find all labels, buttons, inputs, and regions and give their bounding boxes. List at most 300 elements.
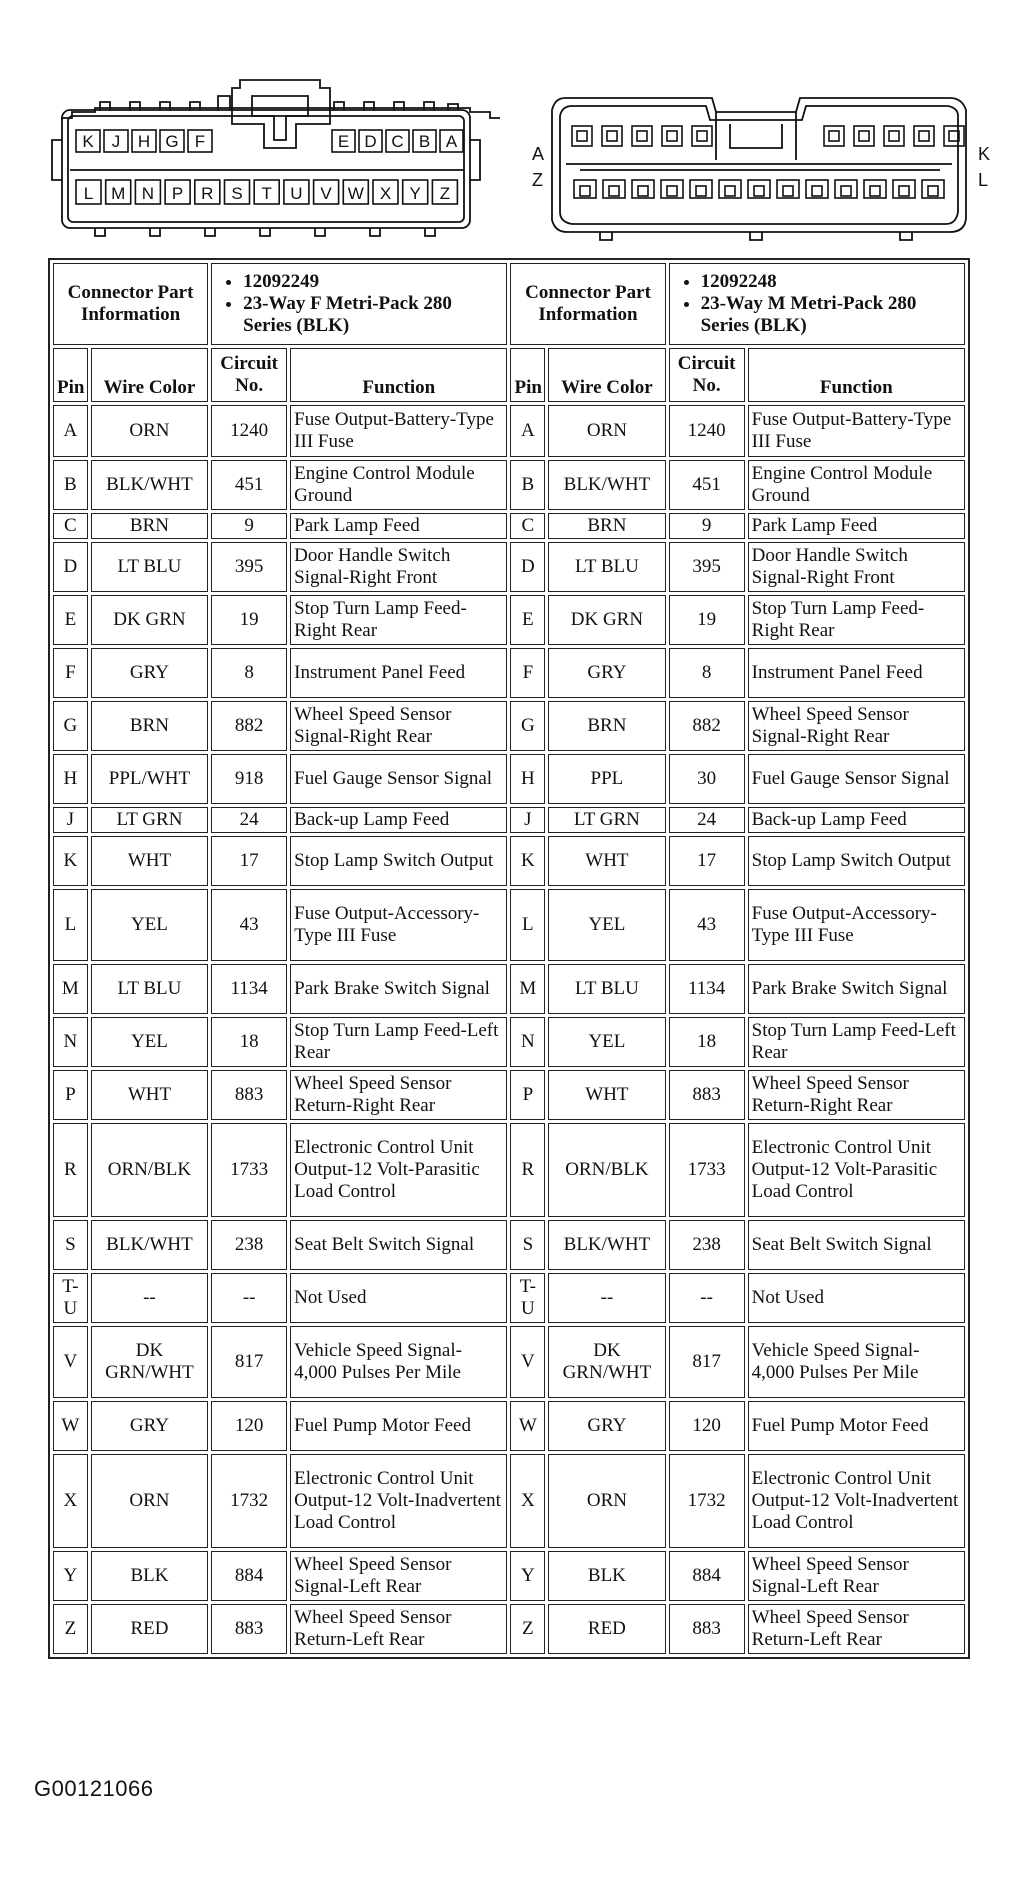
female-pin-box xyxy=(76,130,100,152)
circuit-cell: 1134 xyxy=(211,964,287,1014)
wire-color-cell: WHT xyxy=(548,836,665,886)
wire-color-cell: LT GRN xyxy=(548,807,665,833)
figure-code: G00121066 xyxy=(34,1776,154,1801)
pin-cell: P xyxy=(510,1070,545,1120)
wire-color-cell: ORN xyxy=(548,405,665,457)
male-connector-diagram xyxy=(500,0,1013,250)
table-row xyxy=(53,460,965,510)
male-terminal xyxy=(914,126,934,146)
pin-cell: E xyxy=(510,595,545,645)
female-pin-box-label: B xyxy=(418,132,431,151)
wire-color-cell: BLK/WHT xyxy=(91,460,208,510)
part-number-right: • 12092248 xyxy=(701,271,961,293)
female-pin-box xyxy=(76,180,101,204)
function-cell: Park Lamp Feed xyxy=(290,513,507,539)
function-cell: Electronic Control Unit Output-12 Volt-Parasitic Load Control xyxy=(748,1123,965,1217)
wire-color-cell: BRN xyxy=(91,513,208,539)
circuit-cell: -- xyxy=(211,1273,287,1323)
male-terminal xyxy=(572,126,592,146)
female-pin-box xyxy=(432,180,457,204)
pin-cell: V xyxy=(510,1326,545,1398)
function-cell: Wheel Speed Sensor Signal-Right Rear xyxy=(290,701,507,751)
circuit-cell: 1134 xyxy=(669,964,745,1014)
male-side-label-z: Z xyxy=(532,170,543,190)
function-cell: Wheel Speed Sensor Return-Left Rear xyxy=(290,1604,507,1654)
function-cell: Wheel Speed Sensor Signal-Left Rear xyxy=(290,1551,507,1601)
female-pin-box xyxy=(440,130,463,152)
pin-cell: H xyxy=(510,754,545,804)
circuit-cell: 395 xyxy=(669,542,745,592)
table-row xyxy=(53,754,965,804)
male-terminal xyxy=(884,126,904,146)
function-cell: Vehicle Speed Signal-4,000 Pulses Per Mile xyxy=(748,1326,965,1398)
pin-cell: G xyxy=(53,701,88,751)
male-terminal-pin xyxy=(667,186,677,196)
function-cell: Fuel Gauge Sensor Signal xyxy=(290,754,507,804)
pin-cell: D xyxy=(53,542,88,592)
connector-diagrams xyxy=(0,0,1013,255)
female-pin-box xyxy=(254,180,279,204)
wire-color-cell: WHT xyxy=(91,836,208,886)
function-cell: Not Used xyxy=(748,1273,965,1323)
circuit-cell: 120 xyxy=(669,1401,745,1451)
female-pin-box-label: W xyxy=(347,184,364,203)
male-terminal-pin xyxy=(919,131,929,141)
circuit-cell: 395 xyxy=(211,542,287,592)
circuit-cell: 884 xyxy=(211,1551,287,1601)
circuit-cell: 18 xyxy=(669,1017,745,1067)
female-pin-box xyxy=(413,130,436,152)
table-row xyxy=(53,1070,965,1120)
circuit-cell: 883 xyxy=(669,1070,745,1120)
wire-color-cell: DK GRN/WHT xyxy=(548,1326,665,1398)
female-pin-box-label: V xyxy=(320,184,332,203)
pin-cell: J xyxy=(510,807,545,833)
female-pin-box xyxy=(132,130,156,152)
pin-cell: X xyxy=(53,1454,88,1548)
function-cell: Wheel Speed Sensor Signal-Right Rear xyxy=(748,701,965,751)
function-cell: Vehicle Speed Signal-4,000 Pulses Per Mile xyxy=(290,1326,507,1398)
function-cell: Fuel Pump Motor Feed xyxy=(290,1401,507,1451)
female-bottom-row-pins xyxy=(76,180,457,204)
pin-cell: B xyxy=(53,460,88,510)
wire-color-cell: GRY xyxy=(91,648,208,698)
female-pin-box xyxy=(314,180,339,204)
female-pin-box xyxy=(332,130,355,152)
function-cell: Back-up Lamp Feed xyxy=(290,807,507,833)
circuit-cell: 1733 xyxy=(211,1123,287,1217)
wire-color-cell: BLK/WHT xyxy=(548,1220,665,1270)
function-cell: Wheel Speed Sensor Return-Right Rear xyxy=(290,1070,507,1120)
col-header-function: Function xyxy=(748,348,965,402)
female-pin-box-label: X xyxy=(379,184,392,203)
wire-color-cell: YEL xyxy=(548,1017,665,1067)
table-row xyxy=(53,1551,965,1601)
female-pin-box xyxy=(386,130,409,152)
circuit-cell: 817 xyxy=(211,1326,287,1398)
pin-cell: T-U xyxy=(510,1273,545,1323)
wire-color-cell: BLK/WHT xyxy=(548,460,665,510)
circuit-cell: 9 xyxy=(669,513,745,539)
female-pin-box-label: H xyxy=(137,132,151,151)
male-terminal-pin xyxy=(607,131,617,141)
female-pin-box xyxy=(225,180,250,204)
female-pin-box-label: P xyxy=(171,184,184,203)
pin-cell: E xyxy=(53,595,88,645)
col-header-pin: Pin xyxy=(53,348,88,402)
circuit-cell: 882 xyxy=(669,701,745,751)
function-cell: Engine Control Module Ground xyxy=(290,460,507,510)
col-header-wire-color: Wire Color xyxy=(91,348,208,402)
circuit-cell: 18 xyxy=(211,1017,287,1067)
wire-color-cell: DK GRN xyxy=(548,595,665,645)
pin-cell: L xyxy=(510,889,545,961)
male-terminal-pin xyxy=(638,186,648,196)
male-terminal-pin xyxy=(829,131,839,141)
circuit-cell: 883 xyxy=(211,1604,287,1654)
table-row xyxy=(53,1401,965,1451)
pin-cell: K xyxy=(53,836,88,886)
part-number-left: • 12092249 xyxy=(243,271,503,293)
pin-cell: N xyxy=(510,1017,545,1067)
col-header-wire-color: Wire Color xyxy=(548,348,665,402)
wire-color-cell: PPL/WHT xyxy=(91,754,208,804)
function-cell: Park Lamp Feed xyxy=(748,513,965,539)
male-terminal xyxy=(854,126,874,146)
wire-color-cell: ORN xyxy=(91,1454,208,1548)
pin-cell: S xyxy=(53,1220,88,1270)
male-terminal-pin xyxy=(928,186,938,196)
male-terminal-pin xyxy=(812,186,822,196)
pin-cell: Z xyxy=(53,1604,88,1654)
wire-color-cell: RED xyxy=(91,1604,208,1654)
male-side-label-k: K xyxy=(978,144,991,164)
table-row xyxy=(53,1017,965,1067)
female-pin-box-label: F xyxy=(194,132,206,151)
male-terminal-pin xyxy=(889,131,899,141)
wire-color-cell: GRY xyxy=(91,1401,208,1451)
pin-cell: M xyxy=(510,964,545,1014)
table-row xyxy=(53,1454,965,1548)
wire-color-cell: YEL xyxy=(91,1017,208,1067)
part-info-row xyxy=(53,263,965,345)
pin-cell: M xyxy=(53,964,88,1014)
function-cell: Door Handle Switch Signal-Right Front xyxy=(748,542,965,592)
pin-cell: B xyxy=(510,460,545,510)
wire-color-cell: ORN xyxy=(91,405,208,457)
circuit-cell: 43 xyxy=(211,889,287,961)
male-terminal-pin xyxy=(841,186,851,196)
circuit-cell: 17 xyxy=(669,836,745,886)
table-row xyxy=(53,648,965,698)
function-cell: Electronic Control Unit Output-12 Volt-Parasitic Load Control xyxy=(290,1123,507,1217)
connector-pinout-table-wrapper xyxy=(48,258,970,1659)
circuit-cell: 883 xyxy=(669,1604,745,1654)
function-cell: Instrument Panel Feed xyxy=(748,648,965,698)
female-pin-box-label: E xyxy=(337,132,350,151)
table-row xyxy=(53,1273,965,1323)
function-cell: Seat Belt Switch Signal xyxy=(290,1220,507,1270)
function-cell: Door Handle Switch Signal-Right Front xyxy=(290,542,507,592)
wire-color-cell: ORN xyxy=(548,1454,665,1548)
female-top-row-right-pins xyxy=(332,130,463,152)
pin-cell: A xyxy=(510,405,545,457)
table-row xyxy=(53,405,965,457)
male-terminal-pin xyxy=(870,186,880,196)
table-row xyxy=(53,1604,965,1654)
circuit-cell: 1732 xyxy=(669,1454,745,1548)
wire-color-cell: YEL xyxy=(548,889,665,961)
female-pin-box-label: R xyxy=(201,184,214,203)
pin-cell: A xyxy=(53,405,88,457)
function-cell: Stop Turn Lamp Feed-Left Rear xyxy=(290,1017,507,1067)
circuit-cell: 30 xyxy=(669,754,745,804)
female-pin-box-label: N xyxy=(141,184,155,203)
wire-color-cell: LT BLU xyxy=(548,542,665,592)
male-terminal-pin xyxy=(899,186,909,196)
male-bottom-row-terminals xyxy=(574,180,944,198)
pin-cell: R xyxy=(510,1123,545,1217)
female-pin-box-label: L xyxy=(83,184,94,203)
pin-cell: C xyxy=(510,513,545,539)
function-cell: Park Brake Switch Signal xyxy=(290,964,507,1014)
wire-color-cell: ORN/BLK xyxy=(548,1123,665,1217)
function-cell: Fuse Output-Battery-Type III Fuse xyxy=(290,405,507,457)
circuit-cell: 451 xyxy=(669,460,745,510)
function-cell: Wheel Speed Sensor Return-Left Rear xyxy=(748,1604,965,1654)
wire-color-cell: GRY xyxy=(548,1401,665,1451)
circuit-cell: 1240 xyxy=(211,405,287,457)
circuit-cell: 918 xyxy=(211,754,287,804)
pin-cell: L xyxy=(53,889,88,961)
female-pin-box-label: M xyxy=(111,184,126,203)
pin-cell: R xyxy=(53,1123,88,1217)
pin-cell: F xyxy=(53,648,88,698)
table-row xyxy=(53,513,965,539)
male-terminal xyxy=(602,126,622,146)
function-cell: Engine Control Module Ground xyxy=(748,460,965,510)
pin-cell: X xyxy=(510,1454,545,1548)
circuit-cell: 19 xyxy=(211,595,287,645)
female-pin-box-label: U xyxy=(290,184,303,203)
wire-color-cell: WHT xyxy=(548,1070,665,1120)
female-pin-box-label: Z xyxy=(439,184,451,203)
male-terminal-pin xyxy=(783,186,793,196)
wire-color-cell: BLK xyxy=(548,1551,665,1601)
connector-part-info-label-right: Connector Part Information xyxy=(510,263,665,345)
pin-cell: V xyxy=(53,1326,88,1398)
male-terminal-pin xyxy=(609,186,619,196)
function-cell: Fuse Output-Accessory-Type III Fuse xyxy=(748,889,965,961)
pin-cell: Y xyxy=(53,1551,88,1601)
pin-cell: J xyxy=(53,807,88,833)
pin-cell: F xyxy=(510,648,545,698)
table-row xyxy=(53,701,965,751)
pin-cell: W xyxy=(53,1401,88,1451)
wire-color-cell: LT GRN xyxy=(91,807,208,833)
part-info-right xyxy=(669,263,965,345)
function-cell: Stop Turn Lamp Feed-Right Rear xyxy=(290,595,507,645)
table-row xyxy=(53,595,965,645)
circuit-cell: -- xyxy=(669,1273,745,1323)
wire-color-cell: LT BLU xyxy=(91,542,208,592)
female-pin-box xyxy=(359,130,382,152)
function-cell: Stop Lamp Switch Output xyxy=(290,836,507,886)
function-cell: Not Used xyxy=(290,1273,507,1323)
circuit-cell: 17 xyxy=(211,836,287,886)
female-pin-box-label: J xyxy=(111,132,121,151)
wire-color-cell: YEL xyxy=(91,889,208,961)
function-cell: Instrument Panel Feed xyxy=(290,648,507,698)
part-description-right: • 23-Way M Metri-Pack 280 Series (BLK) xyxy=(701,293,961,337)
male-terminal xyxy=(692,126,712,146)
female-pin-box xyxy=(195,180,220,204)
circuit-cell: 8 xyxy=(211,648,287,698)
col-header-pin: Pin xyxy=(510,348,545,402)
part-info-left xyxy=(211,263,507,345)
table-row xyxy=(53,1123,965,1217)
wire-color-cell: ORN/BLK xyxy=(91,1123,208,1217)
female-pin-box xyxy=(160,130,184,152)
part-description-left: • 23-Way F Metri-Pack 280 Series (BLK) xyxy=(243,293,503,337)
pin-cell: K xyxy=(510,836,545,886)
wire-color-cell: WHT xyxy=(91,1070,208,1120)
circuit-cell: 9 xyxy=(211,513,287,539)
female-pin-box xyxy=(106,180,131,204)
function-cell: Wheel Speed Sensor Signal-Left Rear xyxy=(748,1551,965,1601)
function-cell: Stop Lamp Switch Output xyxy=(748,836,965,886)
function-cell: Electronic Control Unit Output-12 Volt-Inadvertent Load Control xyxy=(290,1454,507,1548)
pin-cell: C xyxy=(53,513,88,539)
female-top-row-left-pins xyxy=(76,130,212,152)
function-cell: Stop Turn Lamp Feed-Right Rear xyxy=(748,595,965,645)
function-cell: Electronic Control Unit Output-12 Volt-Inadvertent Load Control xyxy=(748,1454,965,1548)
circuit-cell: 24 xyxy=(669,807,745,833)
function-cell: Fuse Output-Battery-Type III Fuse xyxy=(748,405,965,457)
female-pin-box-label: Y xyxy=(409,184,421,203)
male-terminal-pin xyxy=(580,186,590,196)
circuit-cell: 8 xyxy=(669,648,745,698)
male-side-label-l: L xyxy=(978,170,989,190)
circuit-cell: 1733 xyxy=(669,1123,745,1217)
female-pin-box-label: D xyxy=(364,132,377,151)
pin-cell: S xyxy=(510,1220,545,1270)
connector-pinout-table xyxy=(48,258,970,1659)
male-terminal-pin xyxy=(577,131,587,141)
female-pin-box-label: C xyxy=(391,132,404,151)
function-cell: Back-up Lamp Feed xyxy=(748,807,965,833)
circuit-cell: 1240 xyxy=(669,405,745,457)
male-top-row-terminals xyxy=(572,126,964,146)
male-terminal-pin xyxy=(637,131,647,141)
pin-cell: D xyxy=(510,542,545,592)
col-header-circuit: Circuit No. xyxy=(211,348,287,402)
wire-color-cell: BRN xyxy=(548,701,665,751)
function-cell: Fuel Pump Motor Feed xyxy=(748,1401,965,1451)
circuit-cell: 883 xyxy=(211,1070,287,1120)
female-pin-box xyxy=(188,130,212,152)
male-terminal xyxy=(662,126,682,146)
table-row xyxy=(53,1220,965,1270)
female-pin-box xyxy=(165,180,190,204)
wire-color-cell: BLK xyxy=(91,1551,208,1601)
wire-color-cell: DK GRN xyxy=(91,595,208,645)
female-pin-box xyxy=(403,180,428,204)
female-pin-box-label: A xyxy=(445,132,458,151)
circuit-cell: 238 xyxy=(211,1220,287,1270)
circuit-cell: 120 xyxy=(211,1401,287,1451)
function-cell: Wheel Speed Sensor Return-Right Rear xyxy=(748,1070,965,1120)
male-terminal xyxy=(944,126,964,146)
male-terminal-pin xyxy=(667,131,677,141)
female-pin-box-label: T xyxy=(261,184,272,203)
pin-cell: Y xyxy=(510,1551,545,1601)
circuit-cell: 882 xyxy=(211,701,287,751)
wire-color-cell: RED xyxy=(548,1604,665,1654)
circuit-cell: 884 xyxy=(669,1551,745,1601)
wire-color-cell: BLK/WHT xyxy=(91,1220,208,1270)
female-pin-box xyxy=(104,130,128,152)
column-header-row xyxy=(53,348,965,402)
col-header-circuit: Circuit No. xyxy=(669,348,745,402)
female-pin-box-label: G xyxy=(165,132,179,151)
pin-cell: H xyxy=(53,754,88,804)
table-row xyxy=(53,1326,965,1398)
circuit-cell: 451 xyxy=(211,460,287,510)
table-row xyxy=(53,964,965,1014)
circuit-cell: 24 xyxy=(211,807,287,833)
wire-color-cell: BRN xyxy=(91,701,208,751)
female-pin-box-label: K xyxy=(82,132,94,151)
function-cell: Stop Turn Lamp Feed-Left Rear xyxy=(748,1017,965,1067)
circuit-cell: 817 xyxy=(669,1326,745,1398)
table-row xyxy=(53,807,965,833)
female-pin-box-label: S xyxy=(231,184,243,203)
circuit-cell: 43 xyxy=(669,889,745,961)
function-cell: Fuel Gauge Sensor Signal xyxy=(748,754,965,804)
table-row xyxy=(53,889,965,961)
male-terminal xyxy=(824,126,844,146)
circuit-cell: 238 xyxy=(669,1220,745,1270)
female-pin-box xyxy=(343,180,368,204)
function-cell: Seat Belt Switch Signal xyxy=(748,1220,965,1270)
pin-cell: Z xyxy=(510,1604,545,1654)
table-row xyxy=(53,542,965,592)
male-terminal-pin xyxy=(696,186,706,196)
female-pin-box xyxy=(135,180,160,204)
female-pin-box xyxy=(373,180,398,204)
connector-part-info-label-left: Connector Part Information xyxy=(53,263,208,345)
male-terminal-pin xyxy=(859,131,869,141)
wire-color-cell: BRN xyxy=(548,513,665,539)
male-terminal-pin xyxy=(725,186,735,196)
wire-color-cell: GRY xyxy=(548,648,665,698)
female-pin-box xyxy=(284,180,309,204)
wire-color-cell: LT BLU xyxy=(91,964,208,1014)
circuit-cell: 19 xyxy=(669,595,745,645)
wire-color-cell: LT BLU xyxy=(548,964,665,1014)
pin-cell: T-U xyxy=(53,1273,88,1323)
wire-color-cell: DK GRN/WHT xyxy=(91,1326,208,1398)
pin-cell: W xyxy=(510,1401,545,1451)
male-side-label-a: A xyxy=(532,144,545,164)
male-terminal xyxy=(632,126,652,146)
male-terminal-pin xyxy=(697,131,707,141)
wire-color-cell: -- xyxy=(91,1273,208,1323)
male-terminal-pin xyxy=(754,186,764,196)
wire-color-cell: -- xyxy=(548,1273,665,1323)
female-connector-diagram xyxy=(0,0,500,250)
